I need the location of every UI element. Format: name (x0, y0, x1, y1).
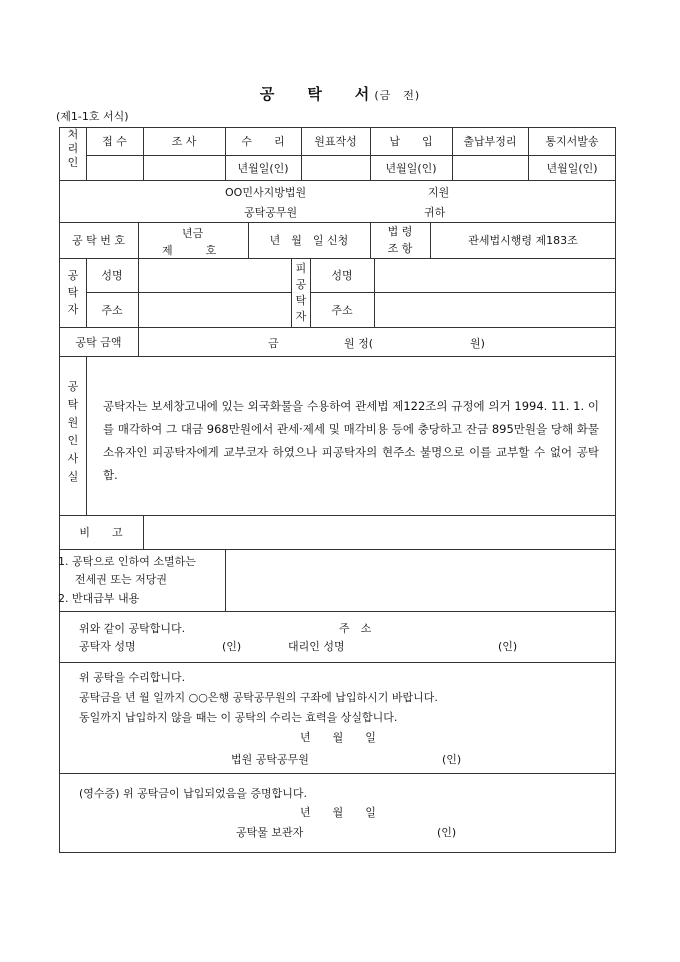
date-mark-accept: 년월일(인) (237, 161, 289, 175)
cause-text: 공탁자는 보세창고내에 있는 외국화물을 수용하여 관세법 제122조의 규정에 의거 1994. 11. 1. 이를 매각하여 그 대금 968만원에서 관세·제세 및 매각비용 등에 충당하고 잔금 895만원을 당해 화물소유자인 피공탁자에게 교부코자 하였으나 피공탁자의 현주소 불명으로 이를 교부할 수 없어 공탁함. (103, 399, 599, 482)
acceptance-line3: 동일까지 납입하지 않을 때는 이 공탁의 수리는 효력을 상실합니다. (79, 711, 398, 724)
rule (59, 356, 616, 357)
rule (86, 356, 87, 515)
date-mark-payment: 년월일(인) (385, 161, 437, 175)
depositor-side-label: 공탁자 (67, 269, 79, 316)
header-cashbook: 출납부정리 (463, 135, 517, 148)
depositor-name-label: 성명 (101, 269, 123, 282)
amount-won-jeong: 원 정( (344, 337, 374, 350)
cause-side-label: 공탁원인사실 (67, 380, 79, 483)
form-number: (제1-1호 서식) (56, 110, 129, 123)
rule (59, 549, 616, 550)
rule (225, 549, 226, 611)
rule (138, 222, 139, 258)
title-sub: (금 전) (374, 89, 421, 102)
court-honorific: 귀하 (424, 206, 446, 219)
case-number-label: 공 탁 번 호 (72, 234, 125, 247)
depositee-address-label: 주소 (331, 303, 353, 317)
law-label-bottom: 조 항 (387, 242, 413, 255)
acceptance-line1: 위 공탁을 수리합니다. (79, 671, 186, 684)
declaration-address: 주 소 (339, 622, 372, 635)
page-title (0, 83, 680, 104)
case-year-bottom: 제 호 (162, 244, 217, 257)
rule (138, 258, 139, 327)
receipt-line1: (영수증) 위 공탁금이 납입되었음을 증명합니다. (79, 787, 307, 800)
header-ledger: 원표작성 (314, 135, 357, 148)
rule (291, 258, 292, 327)
rule (59, 773, 616, 774)
rule (59, 180, 616, 181)
receipt-custodian: 공탁물 보관자 (236, 826, 304, 839)
header-receipt: 접 수 (102, 135, 127, 148)
rule (59, 662, 616, 663)
header-accept: 수 리 (241, 135, 285, 148)
declaration-agent: 대리인 성명 (288, 640, 345, 653)
rule (374, 258, 375, 327)
amount-geum: 금 (268, 337, 279, 350)
declaration-depositor: 공탁자 성명 (79, 640, 136, 653)
remarks-label: 비 고 (79, 526, 123, 539)
rule (59, 611, 616, 612)
acceptance-seal: (인) (442, 753, 462, 766)
depositee-side-label: 피공탁자 (295, 262, 307, 323)
header-notice: 통지서발송 (545, 135, 599, 148)
rule (59, 327, 616, 328)
receipt-date: 년 월 일 (300, 806, 376, 819)
declaration-line1: 위와 같이 공탁합니다. (79, 622, 186, 635)
processing-side-label: 처리인 (67, 128, 79, 169)
court-branch: 지원 (428, 186, 450, 199)
acceptance-date: 년 월 일 (300, 731, 376, 744)
date-mark-notice: 년월일(인) (546, 161, 598, 175)
case-year-top: 년금 (182, 227, 204, 240)
extinguish-line3: 2. 반대급부 내용 (58, 592, 140, 605)
court-name: OO민사지방법원 (225, 186, 307, 199)
depositor-address-label: 주소 (101, 303, 123, 317)
header-review: 조 사 (171, 135, 197, 148)
acceptance-line2: 공탁금을 년 월 일까지 ○○은행 공탁공무원의 구좌에 납입하시기 바랍니다. (79, 691, 438, 704)
declaration-seal2: (인) (498, 640, 518, 653)
declaration-seal1: (인) (222, 640, 242, 653)
acceptance-officer: 법원 공탁공무원 (231, 753, 309, 766)
amount-won-close: 원) (470, 337, 485, 350)
depositee-name-label: 성명 (331, 269, 353, 282)
law-value: 관세법시행령 제183조 (468, 234, 578, 247)
extinguish-line1: 1. 공탁으로 인하여 소멸하는 (58, 555, 196, 568)
receipt-seal: (인) (437, 826, 457, 839)
header-payment: 납 입 (389, 135, 433, 148)
title-main: 공 탁 서 (259, 85, 371, 103)
extinguish-line2: 전세권 또는 저당권 (75, 573, 168, 586)
rule (138, 327, 139, 356)
rule (143, 515, 144, 549)
request-date: 년 월 일 신청 (269, 234, 349, 247)
amount-label: 공탁 금액 (75, 335, 122, 349)
law-label-top: 법 령 (387, 225, 413, 238)
court-officer: 공탁공무원 (244, 206, 298, 219)
